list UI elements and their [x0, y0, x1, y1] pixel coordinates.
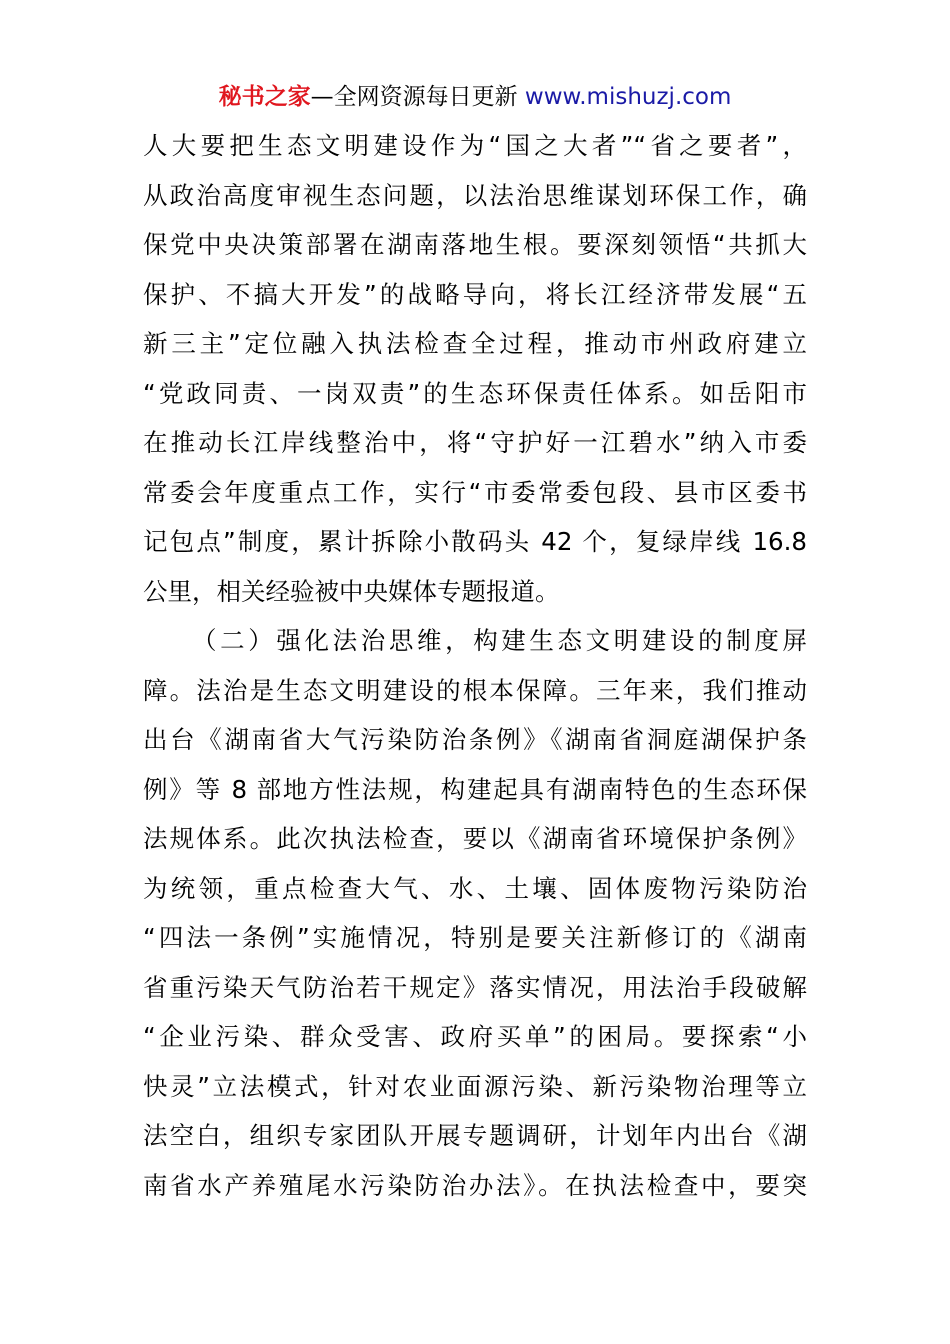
text-line: 从政治高度审视生态问题，以法治思维谋划环保工作，确 [143, 180, 807, 210]
paragraph-end-line: 公里，相关经验被中央媒体专题报道。 [143, 576, 560, 606]
text-line: 例》等 8 部地方性法规，构建起具有湖南特色的生态环保 [143, 774, 807, 804]
text-line: 为统领，重点检查大气、水、土壤、固体废物污染防治 [143, 873, 807, 903]
text-line: 障。法治是生态文明建设的根本保障。三年来，我们推动 [143, 675, 807, 705]
text-line: 法规体系。此次执法检查，要以《湖南省环境保护条例》 [143, 824, 807, 853]
header-site-link[interactable]: www.mishuzj.com [524, 84, 732, 110]
text-line: “四法一条例”实施情况，特别是要关注新修订的《湖南 [143, 923, 807, 952]
text-line: 保党中央决策部署在湖南落地生根。要深刻领悟“共抓大 [143, 230, 807, 259]
text-line: 在推动长江岸线整治中，将“守护好一江碧水”纳入市委 [143, 428, 807, 457]
section-heading-line: （二）强化法治思维，构建生态文明建设的制度屏 [192, 626, 807, 655]
text-line: 常委会年度重点工作，实行“市委常委包段、县市区委书 [143, 477, 807, 507]
document-body [143, 130, 807, 1219]
text-line: 出台《湖南省大气污染防治条例》《湖南省洞庭湖保护条 [143, 725, 807, 754]
text-line: 保护、不搞大开发”的战略导向，将长江经济带发展“五 [143, 279, 807, 309]
text-line: 记包点”制度，累计拆除小散码头 42 个，复绿岸线 16.8 [143, 527, 807, 556]
page-header [0, 82, 950, 112]
text-line: 南省水产养殖尾水污染防治办法》。在执法检查中，要突 [143, 1170, 807, 1200]
text-line: 新三主”定位融入执法检查全过程，推动市州政府建立 [143, 329, 807, 358]
text-line: 法空白，组织专家团队开展专题调研，计划年内出台《湖 [143, 1121, 807, 1150]
text-line: “企业污染、群众受害、政府买单”的困局。要探索“小 [143, 1022, 807, 1051]
header-tagline: —全网资源每日更新 [310, 84, 518, 110]
text-line: “党政同责、一岗双责”的生态环保责任体系。如岳阳市 [143, 378, 807, 408]
header-brand: 秘书之家 [218, 84, 311, 110]
text-line: 人大要把生态文明建设作为“国之大者”“省之要者”， [143, 131, 807, 160]
text-line: 快灵”立法模式，针对农业面源污染、新污染物治理等立 [143, 1071, 807, 1101]
text-line: 省重污染天气防治若干规定》落实情况，用法治手段破解 [143, 972, 807, 1002]
